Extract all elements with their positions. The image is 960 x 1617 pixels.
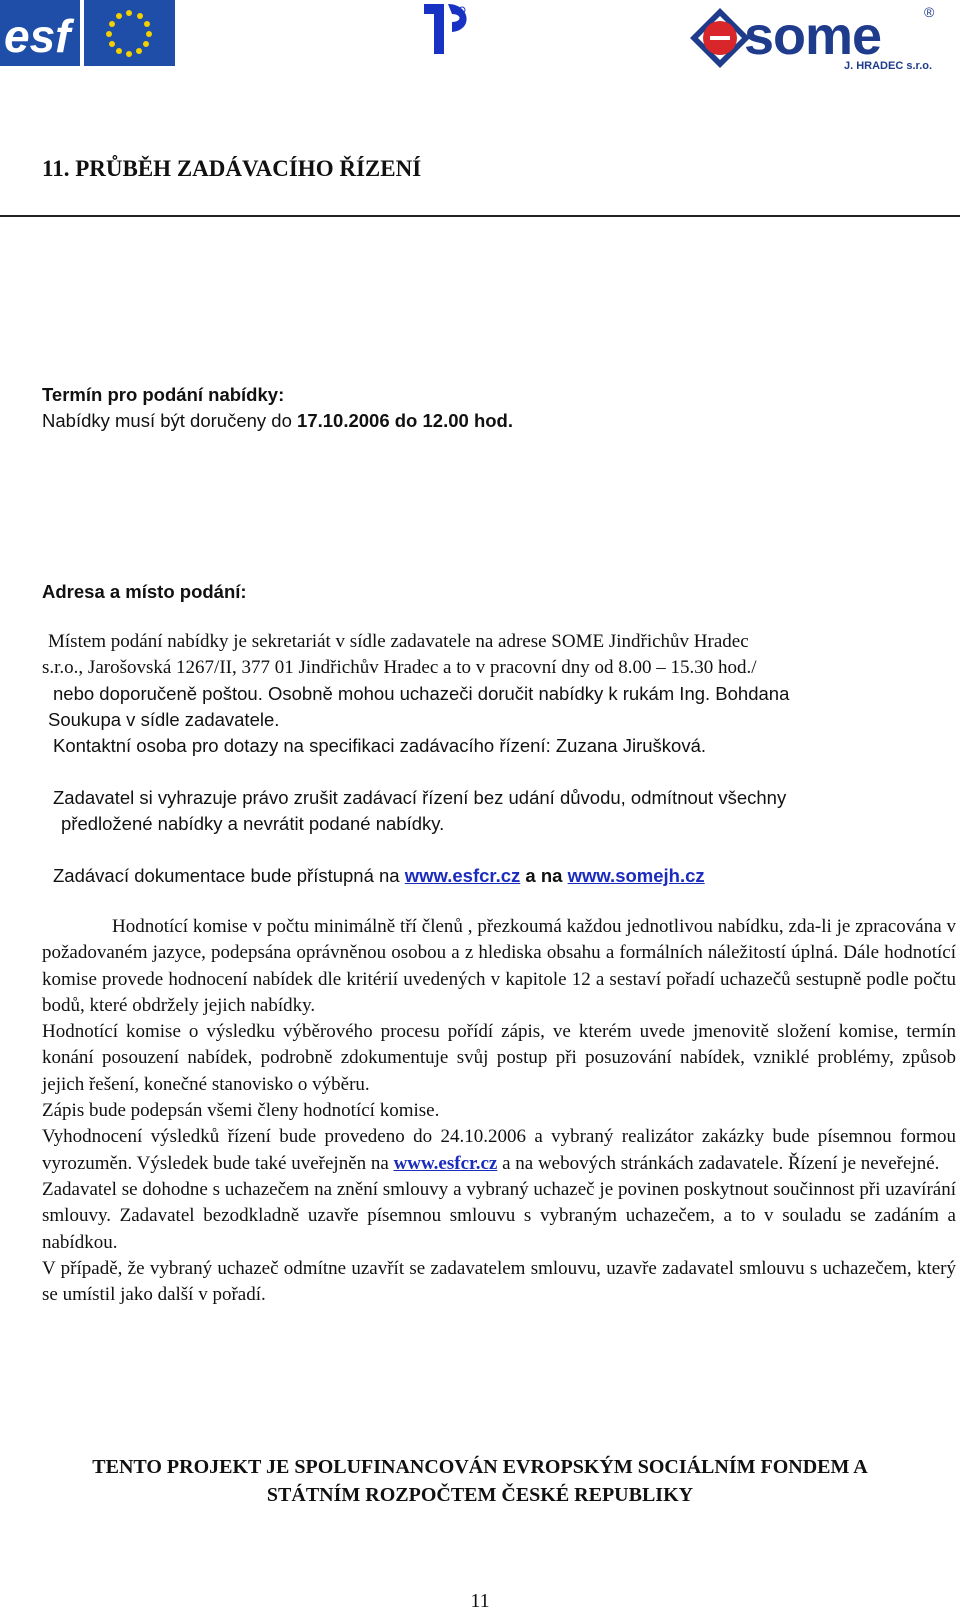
documentation-line	[53, 863, 705, 889]
address-line-1: Místem podání nabídky je sekretariát v sídle zadavatele na adrese SOME Jindřichův Hradec	[48, 631, 749, 652]
heading-divider	[0, 215, 960, 217]
reservation-line-2: předložené nabídky a nevrátit podané nabídky.	[61, 813, 445, 834]
paragraph-minutes: Hodnotící komise o výsledku výběrového procesu pořídí zápis, ve kterém uvede jmenovitě složení komise, termín konání posouzení nabídek, podrobně zdokumentuje svůj postup při posuzování nabídek, vzniklé problémy, způsob jejich řešení, konečné stanovisko o výběru.	[42, 1021, 956, 1095]
esfcr-link[interactable]: www.esfcr.cz	[404, 865, 521, 886]
deadline-line	[42, 408, 513, 434]
docs-prefix: Zadávací dokumentace bude přístupná na	[53, 865, 405, 886]
deadline-prefix: Nabídky musí být doručeny do	[42, 410, 298, 431]
some-diamond-icon	[688, 6, 752, 70]
funding-note	[0, 1453, 960, 1509]
some-wordmark: some	[744, 6, 882, 66]
somejh-link[interactable]: www.somejh.cz	[567, 865, 705, 886]
evaluation-text-b: a na webových stránkách zadavatele. Řízení je neveřejné.	[497, 1152, 940, 1174]
docs-mid: a na	[520, 865, 568, 886]
deadline-date: 17.10.2006 do 12.00 hod.	[297, 410, 513, 431]
paragraph-refusal: V případě, že vybraný uchazeč odmítne uzavřít se zadavatelem smlouvu, uzavře zadavatel smlouvu s uchazečem, který se umístil jako další v pořadí.	[42, 1257, 956, 1306]
contact-person-line: Kontaktní osoba pro dotazy na specifikaci zadávacího řízení: Zuzana Jirušková.	[53, 735, 707, 756]
deadline-title: Termín pro podání nabídky:	[42, 384, 285, 405]
esfcr-link-2[interactable]: www.esfcr.cz	[393, 1152, 498, 1174]
page-number: 11	[470, 1590, 490, 1612]
section-heading: 11. PRŮBĚH ZADÁVACÍHO ŘÍZENÍ	[42, 156, 422, 181]
esf-eu-logo	[0, 0, 175, 66]
evaluation-text	[42, 914, 956, 1308]
address-title: Adresa a místo podání:	[42, 581, 247, 602]
esf-text: esf	[4, 10, 71, 62]
address-line-4: Soukupa v sídle zadavatele.	[48, 709, 280, 730]
some-logo	[688, 4, 950, 76]
paragraph-evaluation	[42, 1124, 956, 1177]
paragraph-signature: Zápis bude podepsán všemi členy hodnotící komise.	[42, 1100, 440, 1122]
address-line-2: s.r.o., Jarošovská 1267/II, 377 01 Jindřichův Hradec a to v pracovní dny od 8.00 – 15.30 hod./	[42, 657, 757, 678]
some-subtitle: J. HRADEC s.r.o.	[844, 60, 933, 72]
emblem-logo	[418, 0, 476, 58]
address-line-3: nebo doporučeně poštou. Osobně mohou uchazeči doručit nabídky k rukám Ing. Bohdana	[53, 683, 790, 704]
reservation-line-1: Zadavatel si vyhrazuje právo zrušit zadávací řízení bez udání důvodu, odmítnout všechny	[53, 787, 787, 808]
registered-mark: ®	[924, 4, 935, 20]
funding-note-line-2: STÁTNÍM ROZPOČTEM ČESKÉ REPUBLIKY	[266, 1484, 694, 1506]
funding-note-line-1: TENTO PROJEKT JE SPOLUFINANCOVÁN EVROPSKÝM SOCIÁLNÍM FONDEM A	[92, 1456, 868, 1478]
paragraph-contract: Zadavatel se dohodne s uchazečem na znění smlouvy a vybraný uchazeč je povinen poskytnout součinnost při uzavírání smlouvy. Zadavatel bezodkladně uzavře písemnou smlouvu s vybraným uchazečem, a to v souladu se zadáním a nabídkou.	[42, 1178, 956, 1253]
evaluation-text-a: Vyhodnocení výsledků řízení bude provedeno do 24.10.2006 a vybraný realizátor zakázky bude písemnou formou vyrozuměn. Výsledek bude také uveřejněn na	[42, 1126, 956, 1174]
paragraph-commission: Hodnotící komise v počtu minimálně tří členů , přezkoumá každou jednotlivou nabídku, zda-li je zpracována v požadovaném jazyce, podepsána oprávněnou osobou a z hlediska obsahu a formálních náležitostí úplná. Dále hodnotící komise provede hodnocení nabídek dle kritérií uvedených v kapitole 12 a sestaví pořadí uchazečů sestupně podle počtu bodů, které obdržely jejich nabídky.	[42, 916, 956, 1016]
logo-bar	[0, 0, 960, 80]
